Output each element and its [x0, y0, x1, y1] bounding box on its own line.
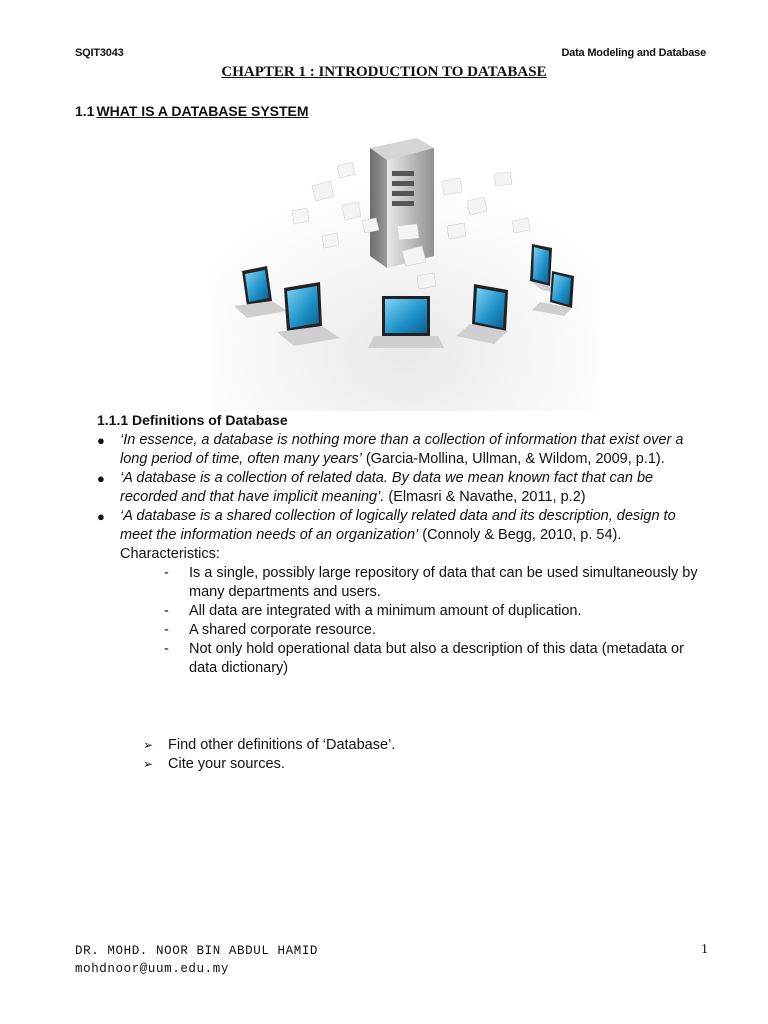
dash-icon: -	[164, 641, 169, 657]
section-number: 1.1	[75, 103, 95, 119]
server-network-illustration	[212, 126, 597, 411]
dash-icon: -	[164, 622, 169, 638]
definitions-list	[97, 431, 707, 678]
characteristic-text: Not only hold operational data but also a description of this data (metadata or data dictionary)	[189, 641, 684, 676]
tasks-list	[143, 736, 395, 774]
definition-quote: ‘A database is a shared collection of logically related data and its description, design to meet the information needs of an organization’	[120, 508, 676, 543]
course-code: SQIT3043	[75, 47, 124, 59]
chapter-title: CHAPTER 1 : INTRODUCTION TO DATABASE	[221, 64, 547, 80]
task-item	[143, 755, 395, 774]
section-heading	[75, 103, 309, 119]
footer-email: mohdnoor@uum.edu.my	[75, 962, 229, 976]
dash-icon: -	[164, 565, 169, 581]
characteristics-list	[120, 564, 707, 678]
server-tower-icon	[370, 138, 434, 268]
course-name: Data Modeling and Database	[561, 47, 706, 59]
section-title: WHAT IS A DATABASE SYSTEM	[96, 103, 309, 119]
characteristic-item	[164, 621, 707, 640]
definition-quote: ‘In essence, a database is nothing more than a collection of information that exist over a long period of time, often many years’	[120, 432, 684, 467]
bullet-icon: ●	[97, 471, 105, 486]
definition-citation: (Garcia-Mollina, Ullman, & Wildom, 2009, p.1).	[361, 451, 665, 467]
definition-quote: ‘A database is a collection of related data. By data we mean known fact that can be recorded and that have implicit meaning’.	[120, 470, 654, 505]
task-text: Cite your sources.	[168, 756, 285, 772]
task-item	[143, 736, 395, 755]
characteristic-item	[164, 564, 707, 602]
dash-icon: -	[164, 603, 169, 619]
characteristic-item	[164, 640, 707, 678]
definition-citation: (Elmasri & Navathe, 2011, p.2)	[384, 489, 586, 505]
characteristic-text: A shared corporate resource.	[189, 622, 376, 638]
arrow-bullet-icon: ➢	[143, 738, 154, 752]
definition-item	[97, 507, 707, 678]
definition-item	[97, 469, 707, 507]
footer-author: DR. MOHD. NOOR BIN ABDUL HAMID	[75, 944, 319, 958]
page-number: 1	[701, 942, 708, 957]
characteristic-text: All data are integrated with a minimum amount of duplication.	[189, 603, 582, 619]
footer	[75, 942, 318, 978]
bullet-icon: ●	[97, 433, 105, 448]
bullet-icon: ●	[97, 509, 105, 524]
characteristic-text: Is a single, possibly large repository of data that can be used simultaneously by many departments and users.	[189, 565, 698, 600]
subsection-title: 1.1.1 Definitions of Database	[97, 412, 288, 428]
definition-item	[97, 431, 707, 469]
arrow-bullet-icon: ➢	[143, 757, 154, 771]
task-text: Find other definitions of ‘Database’.	[168, 737, 396, 753]
characteristic-item	[164, 602, 707, 621]
definition-citation: (Connoly & Begg, 2010, p. 54). Characteristics:	[120, 527, 622, 562]
